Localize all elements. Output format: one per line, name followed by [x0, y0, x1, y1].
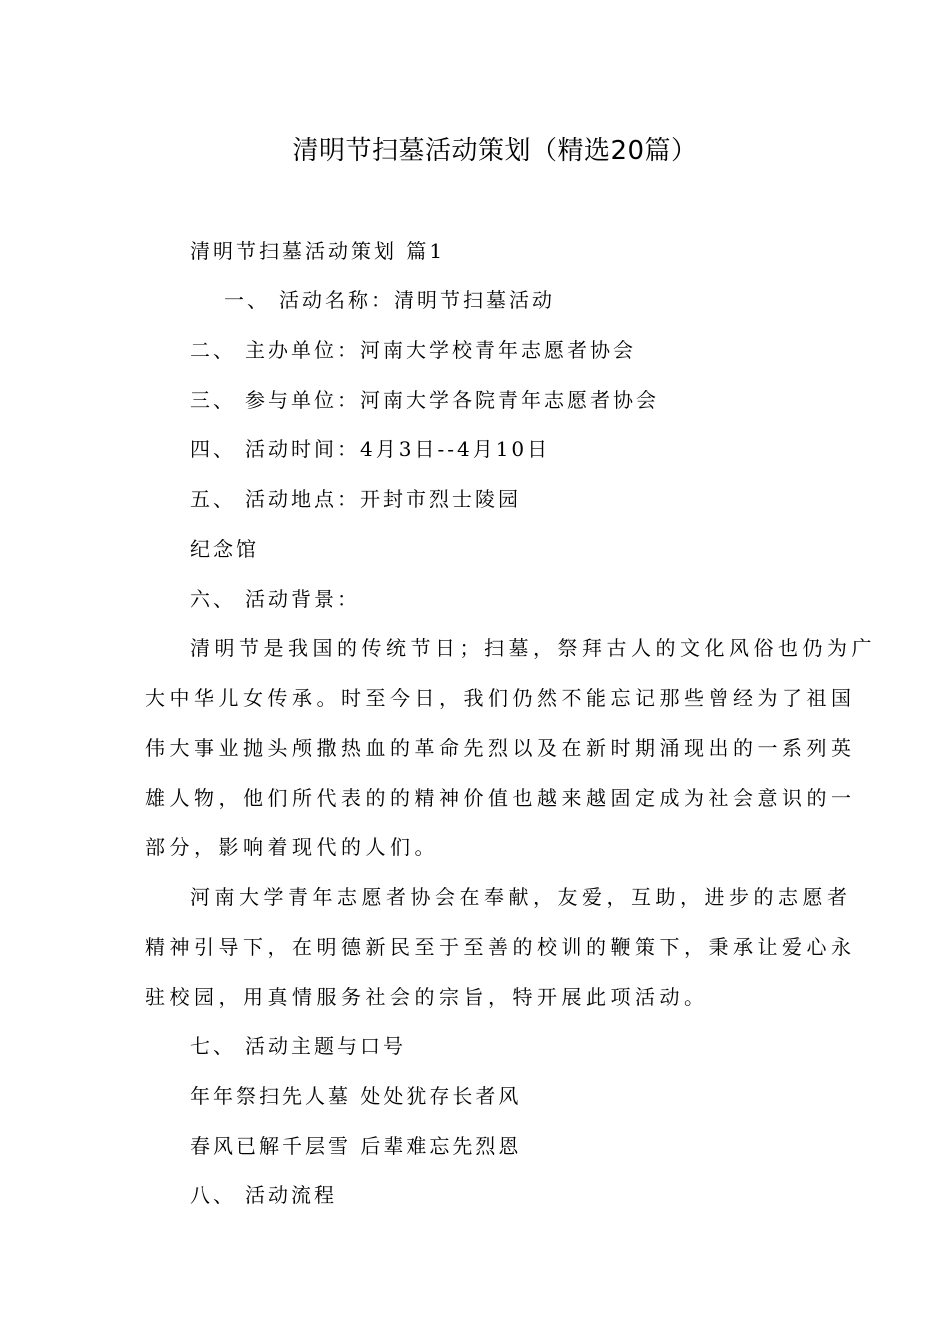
- list-item-number: 四、: [190, 437, 236, 461]
- list-item: [190, 434, 550, 464]
- list-item-text: 主办单位：河南大学校青年志愿者协会: [245, 338, 636, 362]
- paragraph-line: 河南大学青年志愿者协会在奉献，友爱，互助，进步的志愿者: [190, 885, 852, 909]
- list-item-number: 二、: [190, 338, 236, 362]
- paragraph-line: 部分，影响着现代的人们。: [145, 835, 439, 859]
- heading-text: 活动主题与口号: [245, 1034, 406, 1058]
- section-heading: 清明节扫墓活动策划 篇1: [190, 239, 446, 263]
- paragraph-line: 精神引导下，在明德新民至于至善的校训的鞭策下，秉承让爱心永: [145, 935, 856, 959]
- document-title: 清明节扫墓活动策划（精选20篇）: [292, 136, 698, 166]
- heading-number: 八、: [190, 1183, 236, 1207]
- heading-number: 六、: [190, 587, 236, 611]
- background-heading: [190, 584, 360, 614]
- list-item-text: 活动名称：清明节扫墓活动: [279, 288, 555, 312]
- heading-number: 七、: [190, 1034, 236, 1058]
- list-item-text: 活动地点：开封市烈士陵园: [245, 487, 521, 511]
- list-item-number: 一、: [224, 288, 270, 312]
- list-item-number: 三、: [190, 388, 236, 412]
- list-item: [224, 285, 555, 315]
- process-heading: [190, 1180, 337, 1210]
- continuation-text: 纪念馆: [190, 537, 259, 561]
- list-item: [190, 484, 521, 514]
- slogan-line: 年年祭扫先人墓 处处犹存长者风: [190, 1084, 522, 1108]
- list-item: [190, 385, 659, 415]
- paragraph-line: 伟大事业抛头颅撒热血的革命先烈以及在新时期涌现出的一系列英: [145, 736, 856, 760]
- heading-text: 活动背景：: [245, 587, 360, 611]
- list-item-text: 活动时间：4月3日--4月10日: [245, 437, 551, 461]
- paragraph-line: 驻校园，用真情服务社会的宗旨，特开展此项活动。: [145, 985, 709, 1009]
- list-item-text: 参与单位：河南大学各院青年志愿者协会: [245, 388, 659, 412]
- heading-text: 活动流程: [245, 1183, 337, 1207]
- list-item: [190, 335, 636, 365]
- paragraph-line: 雄人物，他们所代表的的精神价值也越来越固定成为社会意识的一: [145, 786, 856, 810]
- paragraph-line: 大中华儿女传承。时至今日，我们仍然不能忘记那些曾经为了祖国: [145, 686, 856, 710]
- list-item-number: 五、: [190, 487, 236, 511]
- paragraph-line: 清明节是我国的传统节日；扫墓，祭拜古人的文化风俗也仍为广: [190, 636, 876, 660]
- slogan-line: 春风已解千层雪 后辈难忘先烈恩: [190, 1134, 522, 1158]
- theme-heading: [190, 1031, 406, 1061]
